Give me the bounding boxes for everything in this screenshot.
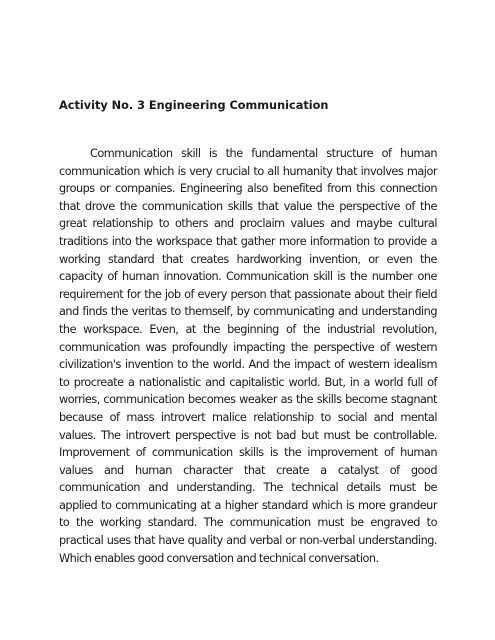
- body-paragraph: Communication skill is the fundamental structure of human communication which is very crucial to all humanity that involves major groups or companies. Engineering also benefited from this connection that drove the communication skills that value the perspective of the great relationship to others and proclaim values and maybe cultural traditions into the workspace that gather more information to provide a working standard that creates hardworking invention, or even the capacity of human innovation. Communication skill is the number one requirement for the job of every person that passionate about their field and finds the veritas to themself, by communicating and understanding the workspace. Even, at the beginning of the industrial revolution, communication was profoundly impacting the perspective of western civilization's invention to the world. And the impact of western idealism to procreate a nationalistic and capitalistic world. But, in a world full of worries, communication becomes weaker as the skills become stagnant because of mass introvert malice relationship to social and mental values. The introvert perspective is not bad but must be controllable. Improvement of communication skills is the improvement of human values and human character that create a catalyst of good communication and understanding. The technical details must be applied to communicating at a higher standard which is more grandeur to the working standard. The communication must be engraved to practical uses that have quality and verbal or non-verbal understanding. Which enables good conversation and technical conversation.: [59, 147, 437, 565]
- document-title: Activity No. 3 Engineering Communication: [59, 99, 329, 112]
